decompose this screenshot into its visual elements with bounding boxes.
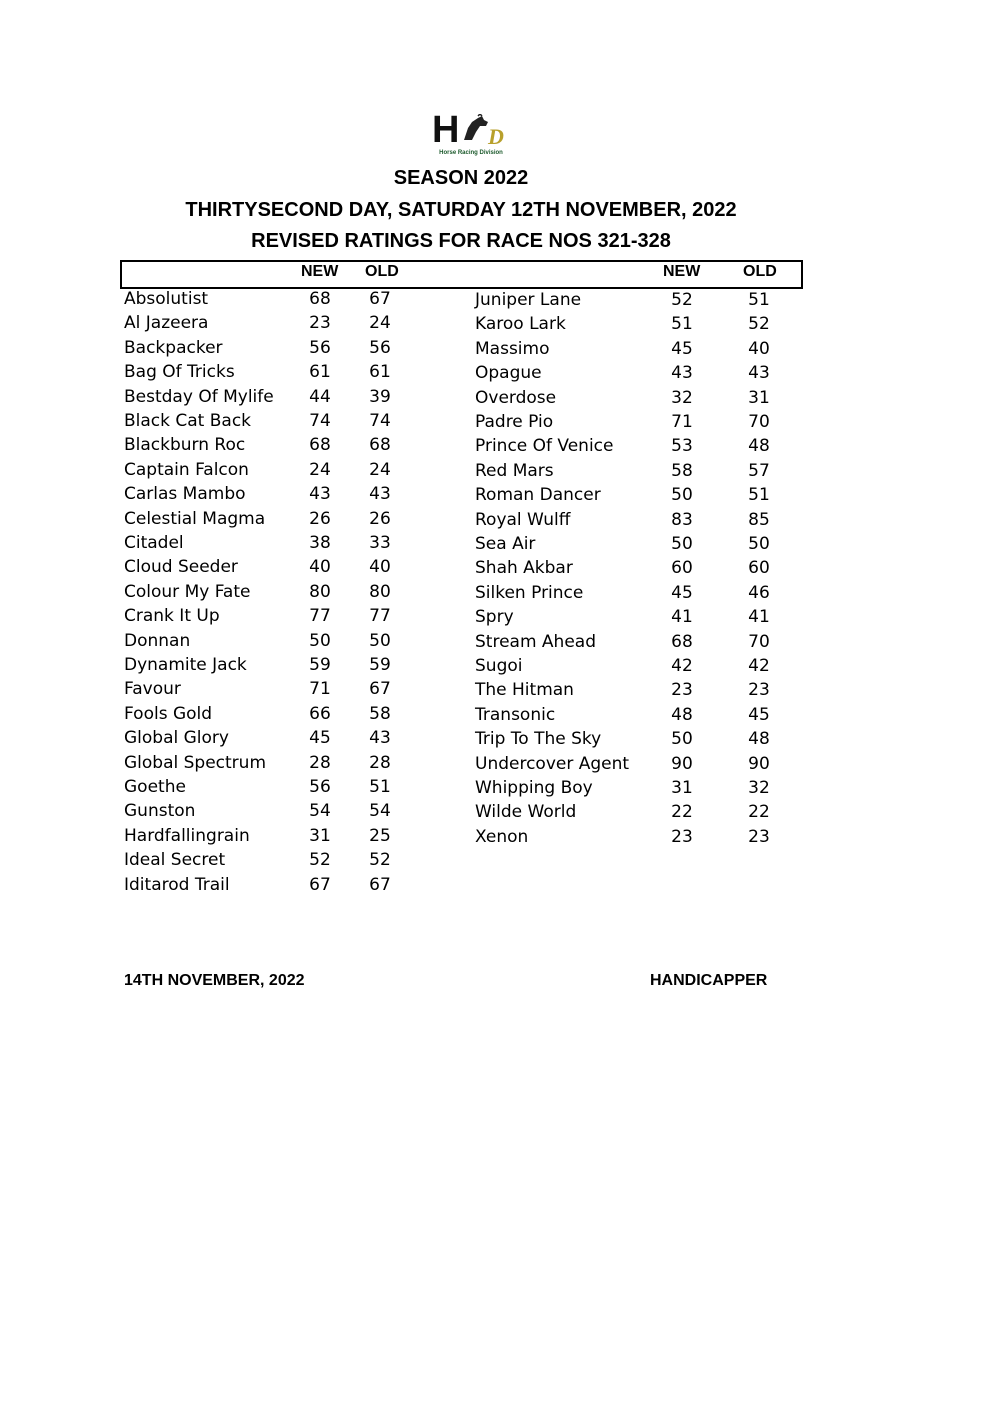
rating-old: 48: [748, 729, 770, 750]
rating-row: [475, 484, 795, 508]
rating-name: Celestial Magma: [124, 508, 266, 529]
rating-row: [124, 678, 424, 702]
rating-new: 60: [671, 558, 693, 579]
rating-name: Karoo Lark: [475, 314, 566, 335]
rating-name: Cloud Seeder: [124, 557, 238, 578]
rating-row: [475, 411, 795, 435]
rating-row: [475, 753, 795, 777]
rating-old: 39: [369, 386, 391, 407]
logo-caption: Horse Racing Division: [439, 150, 503, 156]
rating-row: [475, 728, 795, 752]
rating-new: 42: [671, 656, 693, 676]
rating-old: 50: [369, 630, 391, 651]
rating-name: Opague: [475, 363, 542, 384]
rating-row: [124, 581, 424, 605]
rating-name: Sea Air: [475, 534, 536, 554]
rating-new: 41: [671, 607, 693, 628]
rating-new: 54: [309, 801, 331, 822]
rating-old: 33: [369, 533, 391, 553]
rating-old: 24: [369, 313, 391, 334]
rating-old: 23: [748, 826, 770, 847]
rating-name: Spry: [475, 607, 514, 628]
rating-old: 67: [369, 874, 391, 895]
rating-name: Undercover Agent: [475, 753, 630, 774]
rating-name: Shah Akbar: [475, 558, 573, 579]
rating-name: Global Glory: [124, 728, 229, 749]
rating-old: 32: [748, 778, 770, 798]
rating-row: [475, 338, 795, 362]
rating-name: Colour My Fate: [124, 581, 251, 602]
left-new-header: NEW: [301, 263, 339, 280]
rating-row: [124, 874, 424, 898]
rating-name: Bestday Of Mylife: [124, 386, 274, 407]
rating-new: 68: [671, 631, 693, 652]
rating-name: Blackburn Roc: [124, 435, 246, 456]
column-header-box: [120, 260, 803, 289]
rating-row: [124, 312, 424, 336]
rating-name: Whipping Boy: [475, 778, 593, 798]
rating-old: 59: [369, 655, 391, 675]
rating-row: [124, 800, 424, 824]
rating-new: 56: [309, 777, 331, 797]
logo-h-mark: H: [432, 109, 460, 151]
rating-old: 61: [369, 362, 391, 383]
rating-old: 22: [748, 802, 770, 823]
rating-new: 23: [671, 826, 693, 847]
rating-old: 85: [748, 509, 770, 530]
rating-old: 43: [369, 728, 391, 749]
rating-new: 59: [309, 655, 331, 675]
rating-row: [475, 387, 795, 411]
rating-old: 68: [369, 435, 391, 456]
rating-new: 50: [671, 729, 693, 750]
rating-new: 31: [309, 825, 331, 846]
rating-new: 50: [309, 630, 331, 651]
revised-ratings-title: REVISED RATINGS FOR RACE NOS 321-328: [251, 230, 671, 252]
rating-old: 51: [369, 777, 391, 797]
footer-signature: HANDICAPPER: [650, 972, 768, 989]
rating-old: 52: [369, 850, 391, 871]
rating-old: 28: [369, 752, 391, 773]
rating-name: Carlas Mambo: [124, 484, 246, 505]
rating-new: 50: [671, 534, 693, 554]
rating-old: 70: [748, 412, 770, 432]
rating-row: [124, 752, 424, 776]
rating-old: 90: [748, 753, 770, 774]
rating-name: Fools Gold: [124, 703, 213, 724]
rating-name: Royal Wulff: [475, 509, 571, 530]
rating-old: 74: [369, 411, 391, 431]
rating-name: Absolutist: [124, 289, 209, 309]
rating-row: [475, 533, 795, 557]
rating-name: Ideal Secret: [124, 850, 226, 871]
rating-new: 22: [671, 802, 693, 823]
rating-name: Roman Dancer: [475, 485, 601, 506]
rating-new: 45: [309, 728, 331, 749]
rating-row: [124, 434, 424, 458]
rating-old: 46: [748, 582, 770, 603]
rating-row: [475, 704, 795, 728]
rating-name: Red Mars: [475, 460, 554, 481]
rating-name: Backpacker: [124, 337, 223, 358]
rating-new: 23: [671, 680, 693, 701]
rating-name: Silken Prince: [475, 582, 584, 603]
rating-new: 77: [309, 606, 331, 627]
rating-old: 26: [369, 508, 391, 529]
rating-name: The Hitman: [475, 680, 574, 701]
rating-name: Crank It Up: [124, 606, 220, 627]
rating-row: [124, 361, 424, 385]
rating-old: 60: [748, 558, 770, 579]
rating-row: [475, 777, 795, 801]
rating-row: [124, 337, 424, 361]
rating-row: [475, 289, 795, 313]
rating-row: [124, 654, 424, 678]
rating-name: Bag Of Tricks: [124, 362, 235, 383]
rating-old: 45: [748, 704, 770, 725]
rating-new: 24: [309, 459, 331, 480]
rating-row: [124, 532, 424, 556]
rating-name: Stream Ahead: [475, 631, 596, 652]
rating-name: Xenon: [475, 826, 529, 847]
rating-name: Goethe: [124, 777, 186, 797]
rating-name: Donnan: [124, 630, 191, 651]
rating-row: [124, 727, 424, 751]
rating-new: 51: [671, 314, 693, 335]
rating-row: [475, 631, 795, 655]
rating-old: 48: [748, 436, 770, 457]
rating-old: 41: [748, 607, 770, 628]
rating-new: 52: [671, 290, 693, 310]
rating-new: 61: [309, 362, 331, 383]
rating-new: 45: [671, 582, 693, 603]
right-new-header: NEW: [663, 263, 701, 280]
rating-old: 43: [369, 484, 391, 505]
rating-name: Massimo: [475, 338, 550, 359]
rating-old: 54: [369, 801, 391, 822]
rating-old: 42: [748, 656, 770, 676]
rating-name: Black Cat Back: [124, 411, 252, 431]
rating-old: 40: [748, 338, 770, 359]
rating-row: [124, 703, 424, 727]
rating-new: 48: [671, 704, 693, 725]
rating-name: Hardfallingrain: [124, 825, 250, 846]
rating-row: [475, 557, 795, 581]
logo-d-letter: D: [488, 124, 504, 149]
rating-new: 74: [309, 411, 331, 431]
rating-old: 67: [369, 679, 391, 700]
rating-row: [124, 410, 424, 434]
rating-row: [124, 508, 424, 532]
rating-row: [475, 435, 795, 459]
rating-new: 45: [671, 338, 693, 359]
rating-row: [124, 630, 424, 654]
rating-row: [475, 460, 795, 484]
rating-name: Wilde World: [475, 802, 577, 823]
rating-name: Juniper Lane: [475, 290, 582, 310]
rating-row: [475, 362, 795, 386]
rating-row: [475, 679, 795, 703]
rating-new: 83: [671, 509, 693, 530]
rating-new: 43: [671, 363, 693, 384]
rating-row: [124, 776, 424, 800]
rating-row: [475, 826, 795, 850]
rating-row: [475, 655, 795, 679]
rating-row: [124, 459, 424, 483]
rating-new: 44: [309, 386, 331, 407]
rating-new: 23: [309, 313, 331, 334]
rating-name: Citadel: [124, 533, 184, 553]
horse-head-icon: [460, 114, 490, 144]
rating-row: [124, 825, 424, 849]
rating-row: [475, 313, 795, 337]
rating-old: 25: [369, 825, 391, 846]
rating-new: 56: [309, 337, 331, 358]
rating-new: 38: [309, 533, 331, 553]
rating-new: 66: [309, 703, 331, 724]
rating-name: Dynamite Jack: [124, 655, 247, 675]
rating-row: [124, 483, 424, 507]
rating-name: Sugoi: [475, 656, 523, 676]
rating-row: [475, 582, 795, 606]
rating-new: 26: [309, 508, 331, 529]
rating-row: [124, 556, 424, 580]
rating-new: 68: [309, 435, 331, 456]
footer-date: 14TH NOVEMBER, 2022: [124, 972, 305, 989]
rating-name: Al Jazeera: [124, 313, 209, 334]
rating-new: 80: [309, 581, 331, 602]
rating-name: Iditarod Trail: [124, 874, 230, 895]
rating-new: 32: [671, 387, 693, 408]
rating-row: [124, 288, 424, 312]
left-old-header: OLD: [365, 263, 399, 280]
rating-old: 31: [748, 387, 770, 408]
rating-new: 90: [671, 753, 693, 774]
rating-new: 58: [671, 460, 693, 481]
rating-new: 28: [309, 752, 331, 773]
rating-name: Transonic: [475, 704, 556, 725]
rating-name: Captain Falcon: [124, 459, 249, 480]
season-title: SEASON 2022: [393, 167, 529, 189]
rating-row: [475, 606, 795, 630]
rating-new: 31: [671, 778, 693, 798]
rating-new: 71: [309, 679, 331, 700]
rating-old: 56: [369, 337, 391, 358]
rating-row: [124, 605, 424, 629]
rating-old: 77: [369, 606, 391, 627]
rating-new: 68: [309, 289, 331, 309]
rating-name: Padre Pio: [475, 412, 554, 432]
rating-new: 50: [671, 485, 693, 506]
rating-old: 58: [369, 703, 391, 724]
rating-row: [124, 386, 424, 410]
rating-old: 70: [748, 631, 770, 652]
rating-new: 71: [671, 412, 693, 432]
rating-old: 57: [748, 460, 770, 481]
rating-name: Favour: [124, 679, 181, 700]
rating-old: 43: [748, 363, 770, 384]
rating-new: 67: [309, 874, 331, 895]
rating-name: Trip To The Sky: [475, 729, 602, 750]
rating-old: 67: [369, 289, 391, 309]
day-title: THIRTYSECOND DAY, SATURDAY 12TH NOVEMBER, 2022: [185, 199, 737, 221]
rating-old: 51: [748, 290, 770, 310]
rating-name: Gunston: [124, 801, 196, 822]
rating-row: [475, 801, 795, 825]
hrd-logo: [428, 110, 514, 162]
rating-old: 50: [748, 534, 770, 554]
rating-name: Prince Of Venice: [475, 436, 614, 457]
rating-old: 40: [369, 557, 391, 578]
rating-old: 52: [748, 314, 770, 335]
rating-old: 51: [748, 485, 770, 506]
rating-old: 24: [369, 459, 391, 480]
right-old-header: OLD: [743, 263, 777, 280]
rating-old: 23: [748, 680, 770, 701]
rating-name: Overdose: [475, 387, 557, 408]
rating-new: 43: [309, 484, 331, 505]
rating-new: 40: [309, 557, 331, 578]
rating-name: Global Spectrum: [124, 752, 267, 773]
rating-old: 80: [369, 581, 391, 602]
rating-row: [124, 849, 424, 873]
rating-new: 52: [309, 850, 331, 871]
rating-new: 53: [671, 436, 693, 457]
rating-row: [475, 509, 795, 533]
